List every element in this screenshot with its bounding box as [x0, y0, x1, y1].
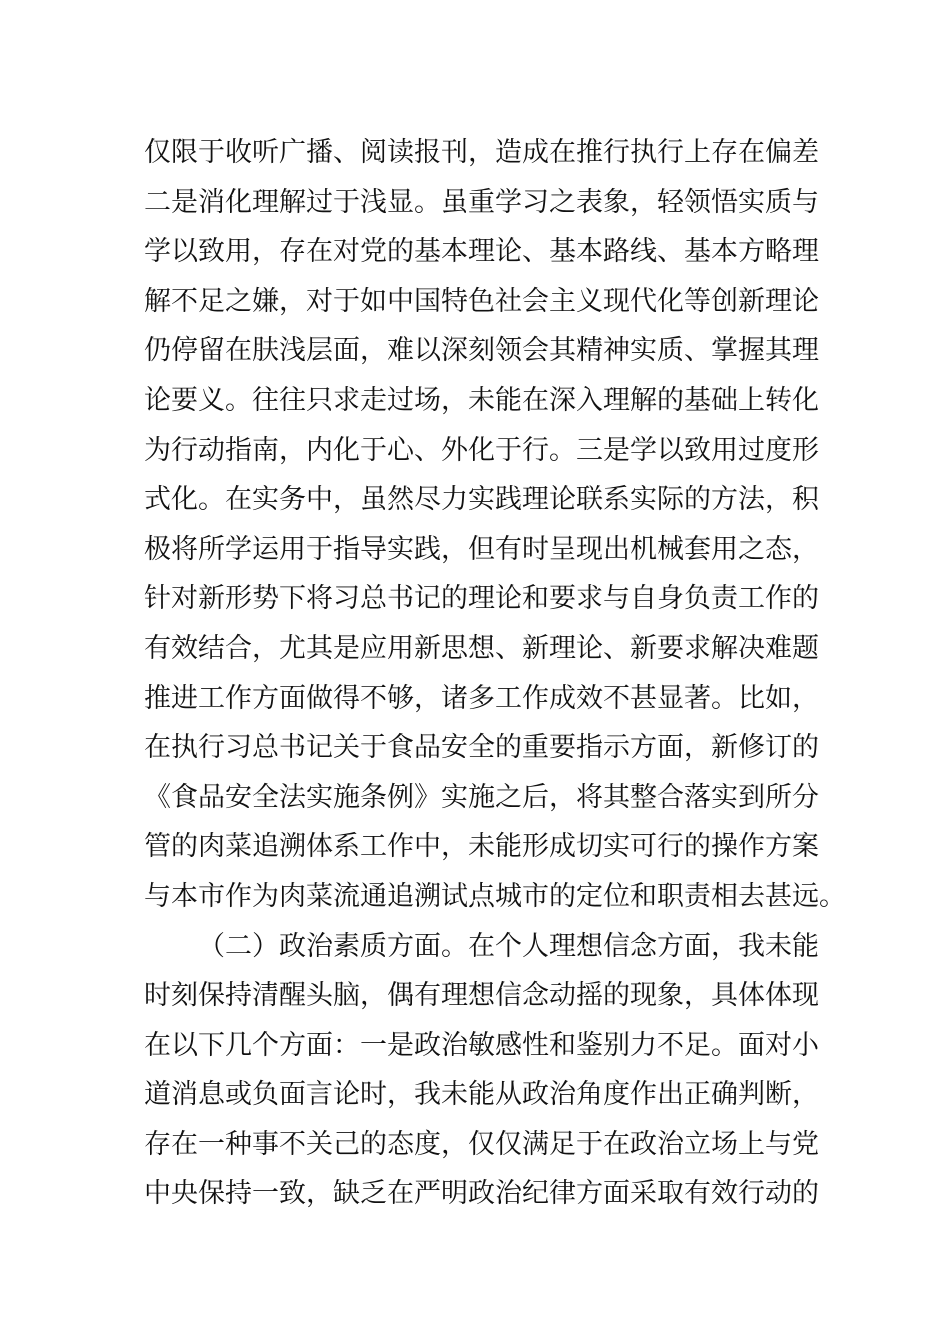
- text-line: 时刻保持清醒头脑，偶有理想信念动摇的现象，具体体现: [144, 980, 819, 1012]
- text-line: 在执行习总书记关于食品安全的重要指示方面，新修订的: [144, 732, 819, 764]
- text-line: 道消息或负面言论时，我未能从政治角度作出正确判断，: [144, 1079, 819, 1111]
- text-line: 解不足之嫌，对于如中国特色社会主义现代化等创新理论: [144, 285, 819, 317]
- text-line: 仅限于收听广播、阅读报刊，造成在推行执行上存在偏差: [144, 137, 819, 168]
- text-line: 在以下几个方面：一是政治敏感性和鉴别力不足。面对小: [144, 1029, 819, 1061]
- text-line: 《食品安全法实施条例》实施之后，将其整合落实到所分: [144, 781, 819, 813]
- text-line: 仍停留在肤浅层面，难以深刻领会其精神实质、掌握其理: [144, 335, 819, 367]
- text-line: 二是消化理解过于浅显。虽重学习之表象，轻领悟实质与: [144, 186, 819, 218]
- text-line: 极将所学运用于指导实践，但有时呈现出机械套用之态，: [144, 533, 819, 565]
- text-line: 有效结合，尤其是应用新思想、新理论、新要求解决难题: [144, 632, 819, 664]
- text-line: 与本市作为肉菜流通追溯试点城市的定位和职责相去甚远。: [144, 880, 846, 912]
- section-heading-line: （二）政治素质方面。在个人理想信念方面，我未能: [198, 930, 819, 962]
- body-text: [144, 128, 846, 1219]
- text-line: 为行动指南，内化于心、外化于行。三是学以致用过度形: [144, 434, 819, 466]
- text-line: 中央保持一致，缺乏在严明政治纪律方面采取有效行动的: [144, 1178, 819, 1210]
- text-line: 管的肉菜追溯体系工作中，未能形成切实可行的操作方案: [144, 831, 819, 863]
- text-line: 学以致用，存在对党的基本理论、基本路线、基本方略理: [144, 236, 819, 268]
- text-line: 论要义。往往只求走过场，未能在深入理解的基础上转化: [144, 384, 819, 416]
- text-line: 针对新形势下将习总书记的理论和要求与自身负责工作的: [144, 583, 819, 615]
- text-line: 存在一种事不关己的态度，仅仅满足于在政治立场上与党: [144, 1128, 819, 1160]
- text-line: 推进工作方面做得不够，诸多工作成效不甚显著。比如，: [144, 682, 819, 714]
- text-line: 式化。在实务中，虽然尽力实践理论联系实际的方法，积: [144, 484, 819, 516]
